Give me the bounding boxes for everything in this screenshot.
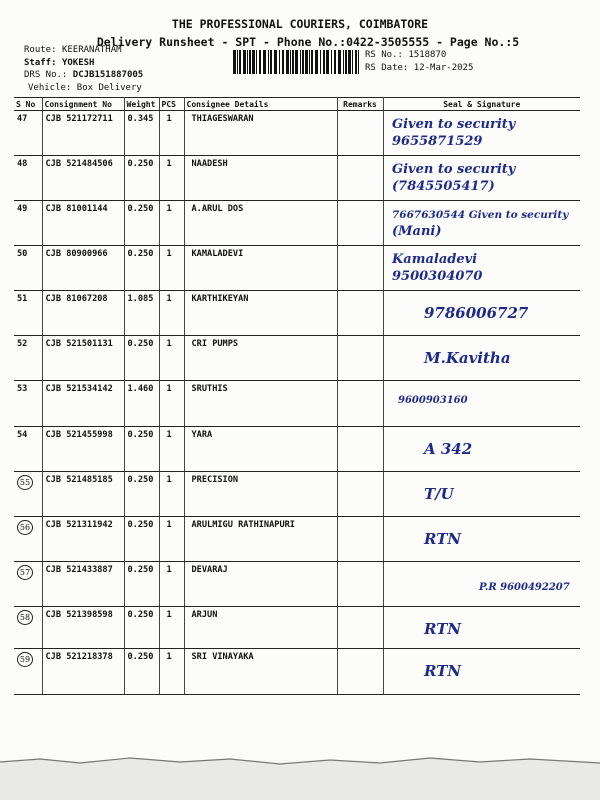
sno-value: 54 [17,430,28,440]
drs-line: DRS No.: DCJB151887005 [24,70,144,80]
consignee-cell [184,649,337,695]
table-header [14,98,580,111]
pcs-value: 1 [166,565,172,575]
pcs-value: 1 [166,114,172,124]
col-signature: Seal & Signature [383,98,580,111]
sno-value: 53 [17,384,28,394]
pcs-cell [159,246,184,291]
barcode-bar [292,50,294,74]
handwritten-signature [384,111,579,155]
runsheet-table [14,97,580,695]
barcode-bar [270,50,272,74]
table-row [14,336,580,381]
barcode-bar [300,50,301,74]
barcode-bar [334,50,336,74]
barcode-bar [320,50,321,74]
remarks-cell [337,336,383,381]
sno-cell [14,111,42,156]
table-row [14,291,580,336]
signature-text: Given to security [391,162,515,177]
barcode-bar [282,50,284,74]
pcs-value: 1 [166,204,172,214]
consignee-value: DEVARAJ [191,565,228,575]
table-row [14,562,580,607]
signature-text: Kamaladevi [391,252,477,267]
weight-value: 0.250 [127,610,154,620]
barcode-bar [237,50,238,74]
barcode-bar [311,50,313,74]
pcs-cell [159,156,184,201]
sno-cell [14,201,42,246]
pcs-cell [159,649,184,695]
sno-cell [14,472,42,517]
consignment-value: CJB 80900966 [45,249,108,259]
signature-cell [383,649,580,695]
staff-line: Staff: YOKESH [24,57,95,68]
barcode-bar [286,50,289,74]
consignee-cell [184,381,337,427]
consignment-cell [42,156,124,201]
weight-value: 1.085 [127,294,154,304]
weight-value: 0.250 [127,565,154,575]
signature-text: 9786006727 [423,304,528,322]
barcode-bar [239,50,241,74]
route-value: KEERANATHAM [61,45,122,55]
drs-value: DCJB151887005 [72,70,144,80]
sno-cell [14,562,42,607]
barcode-bar [331,50,332,74]
weight-cell [124,201,159,246]
barcode-bar [326,50,329,74]
weight-cell [124,111,159,156]
signature-text: RTN [423,620,461,638]
consignee-value: YARA [191,430,213,440]
pcs-cell [159,336,184,381]
handwritten-signature [384,291,579,335]
barcode-bar [263,50,266,74]
barcode-bar [315,50,318,74]
sno-value: 56 [17,520,33,535]
handwritten-signature [384,156,579,200]
handwritten-signature [384,649,579,694]
weight-cell [124,562,159,607]
consignee-value: THIAGESWARAN [191,114,254,124]
consignment-value: CJB 521501131 [45,339,113,349]
pcs-value: 1 [166,294,172,304]
sno-value: 55 [17,475,33,490]
consignee-value: ARULMIGU RATHINAPURI [191,520,295,530]
barcode-bar [247,50,248,74]
barcode-bar [338,50,341,74]
col-consignee: Consignee Details [184,98,337,111]
weight-value: 0.250 [127,339,154,349]
consignee-cell [184,291,337,336]
weight-cell [124,336,159,381]
signature-text: (Mani) [391,224,442,239]
consignment-cell [42,472,124,517]
remarks-cell [337,246,383,291]
pcs-cell [159,517,184,562]
barcode-bar [268,50,269,74]
table-row [14,111,580,156]
sno-cell [14,336,42,381]
staff-value: YOKESH [61,57,95,68]
consignment-value: CJB 521455998 [45,430,113,440]
remarks-cell [337,381,383,427]
weight-cell [124,156,159,201]
remarks-cell [337,562,383,607]
handwritten-signature [384,381,579,426]
weight-value: 0.250 [127,159,154,169]
weight-value: 0.345 [127,114,154,124]
sno-value: 47 [17,114,28,124]
pcs-value: 1 [166,159,172,169]
consignment-value: CJB 521398598 [45,610,113,620]
barcode-bar [358,50,359,74]
weight-cell [124,381,159,427]
signature-cell [383,381,580,427]
table-row [14,246,580,291]
consignee-value: PRECISION [191,475,239,485]
col-consignment: Consignment No [42,98,124,111]
table-row [14,427,580,472]
rs-date-line: RS Date: 12-Mar-2025 [365,62,474,73]
consignee-value: KARTHIKEYAN [191,294,249,304]
consignment-cell [42,427,124,472]
weight-cell [124,427,159,472]
consignment-cell [42,607,124,649]
consignee-cell [184,246,337,291]
consignee-cell [184,427,337,472]
sno-value: 49 [17,204,28,214]
handwritten-signature [384,517,579,561]
sno-cell [14,517,42,562]
remarks-cell [337,607,383,649]
sno-cell [14,291,42,336]
pcs-value: 1 [166,339,172,349]
weight-value: 1.460 [127,384,154,394]
consignee-cell [184,607,337,649]
sno-cell [14,427,42,472]
consignment-cell [42,246,124,291]
sno-cell [14,156,42,201]
consignment-cell [42,336,124,381]
sno-value: 50 [17,249,28,259]
signature-cell [383,111,580,156]
barcode-bar [256,50,257,74]
table-row [14,472,580,517]
signature-cell [383,156,580,201]
sno-cell [14,246,42,291]
weight-value: 0.250 [127,430,154,440]
col-pcs: PCS [159,98,184,111]
company-title: THE PROFESSIONAL COURIERS, COIMBATORE [171,17,429,31]
sno-value: 57 [17,565,33,580]
consignment-cell [42,201,124,246]
signature-text: RTN [423,530,461,548]
sno-value: 48 [17,159,28,169]
consignee-cell [184,472,337,517]
barcode-bar [355,50,357,74]
sno-value: 58 [17,610,33,625]
barcode-bar [352,50,353,74]
signature-cell [383,427,580,472]
barcode-bar [323,50,325,74]
barcode-bar [249,50,251,74]
runsheet-subtitle: Delivery Runsheet - SPT - Phone No.:0422-3505555 - Page No.:5 [96,35,520,49]
pcs-cell [159,381,184,427]
barcode-bar [305,50,308,74]
table-row [14,201,580,246]
rs-no-value: 1518870 [408,50,447,60]
weight-cell [124,246,159,291]
handwritten-signature [384,472,579,516]
weight-value: 0.250 [127,475,154,485]
barcode-bar [290,50,291,74]
pcs-value: 1 [166,249,172,259]
signature-text: A 342 [423,440,472,458]
sno-cell [14,381,42,427]
signature-cell [383,517,580,562]
pcs-cell [159,427,184,472]
signature-text: Given to security [391,117,515,132]
barcode-bar [279,50,280,74]
weight-value: 0.250 [127,652,154,662]
sno-value: 52 [17,339,28,349]
signature-text: 7667630544 Given to security [391,209,568,221]
sno-value: 51 [17,294,28,304]
handwritten-signature [384,562,579,606]
consignment-value: CJB 521433887 [45,565,113,575]
consignee-value: CRI PUMPS [191,339,239,349]
consignee-cell [184,562,337,607]
barcode-bar [343,50,344,74]
consignment-value: CJB 521484506 [45,159,113,169]
remarks-cell [337,649,383,695]
barcode-bar [243,50,246,74]
consignee-value: A.ARUL DOS [191,204,244,214]
remarks-cell [337,156,383,201]
consignee-value: NAADESH [191,159,228,169]
consignment-value: CJB 521485185 [45,475,113,485]
consignment-cell [42,517,124,562]
pcs-value: 1 [166,384,172,394]
table-row [14,649,580,695]
consignment-value: CJB 521534142 [45,384,113,394]
consignment-value: CJB 81067208 [45,294,108,304]
consignee-value: SRI VINAYAKA [191,652,254,662]
signature-cell [383,336,580,381]
consignment-cell [42,562,124,607]
table-row [14,517,580,562]
rs-date-value: 12-Mar-2025 [413,62,474,73]
weight-value: 0.250 [127,204,154,214]
signature-text: 9600903160 [397,395,468,406]
weight-value: 0.250 [127,249,154,259]
weight-cell [124,472,159,517]
consignment-value: CJB 521218378 [45,652,113,662]
barcode-bar [309,50,310,74]
pcs-cell [159,562,184,607]
table-row [14,156,580,201]
signature-cell [383,246,580,291]
handwritten-signature [384,607,579,648]
consignment-value: CJB 521172711 [45,114,113,124]
consignee-cell [184,336,337,381]
sno-cell [14,649,42,695]
signature-text: T/U [423,485,454,503]
signature-cell [383,472,580,517]
col-weight: Weight [124,98,159,111]
handwritten-signature [384,246,579,290]
barcode-bar [233,50,236,74]
rs-no-line: RS No.: 1518870 [365,50,447,60]
consignee-cell [184,517,337,562]
weight-cell [124,517,159,562]
signature-cell [383,201,580,246]
consignee-value: ARJUN [191,610,218,620]
handwritten-signature [384,336,579,380]
consignment-value: CJB 521311942 [45,520,113,530]
pcs-value: 1 [166,610,172,620]
consignee-value: SRUTHIS [191,384,228,394]
consignee-cell [184,111,337,156]
consignment-cell [42,649,124,695]
pcs-value: 1 [166,520,172,530]
torn-edge [0,752,600,800]
barcode-bar [295,50,298,74]
col-sno: S No [14,98,42,111]
handwritten-signature [384,201,579,245]
consignment-cell [42,291,124,336]
remarks-cell [337,201,383,246]
signature-cell [383,607,580,649]
route-line: Route: KEERANATHAM [24,45,122,55]
barcode-bar [252,50,255,74]
handwritten-signature [384,427,579,471]
signature-cell [383,562,580,607]
consignee-cell [184,156,337,201]
weight-cell [124,607,159,649]
weight-cell [124,291,159,336]
consignment-value: CJB 81001144 [45,204,108,214]
signature-text: P.R 9600492207 [478,582,570,593]
sno-cell [14,607,42,649]
table-row [14,381,580,427]
vehicle-value: Box Delivery [76,82,142,93]
remarks-cell [337,111,383,156]
vehicle-line: Vehicle: Box Delivery [28,82,142,93]
pcs-value: 1 [166,475,172,485]
left-meta [24,44,143,94]
weight-value: 0.250 [127,520,154,530]
barcode-bar [302,50,304,74]
barcode-bar [259,50,261,74]
sno-value: 59 [17,652,33,667]
signature-cell [383,291,580,336]
signature-text: RTN [423,662,461,680]
pcs-value: 1 [166,652,172,662]
remarks-cell [337,427,383,472]
signature-text: M.Kavitha [423,349,511,367]
signature-text: 9655871529 [391,134,482,149]
col-remarks: Remarks [337,98,383,111]
barcode-bar [348,50,351,74]
barcode-bar [274,50,277,74]
consignee-value: KAMALADEVI [191,249,244,259]
remarks-cell [337,517,383,562]
barcode-bar [345,50,347,74]
remarks-cell [337,291,383,336]
signature-text: 9500304070 [391,269,482,284]
right-meta [365,49,473,74]
pcs-cell [159,201,184,246]
pcs-value: 1 [166,430,172,440]
barcode [233,50,359,74]
table-row [14,607,580,649]
pcs-cell [159,607,184,649]
pcs-cell [159,472,184,517]
remarks-cell [337,472,383,517]
weight-cell [124,649,159,695]
pcs-cell [159,111,184,156]
pcs-cell [159,291,184,336]
signature-text: (7845505417) [391,179,495,194]
consignment-cell [42,111,124,156]
consignment-cell [42,381,124,427]
consignee-cell [184,201,337,246]
